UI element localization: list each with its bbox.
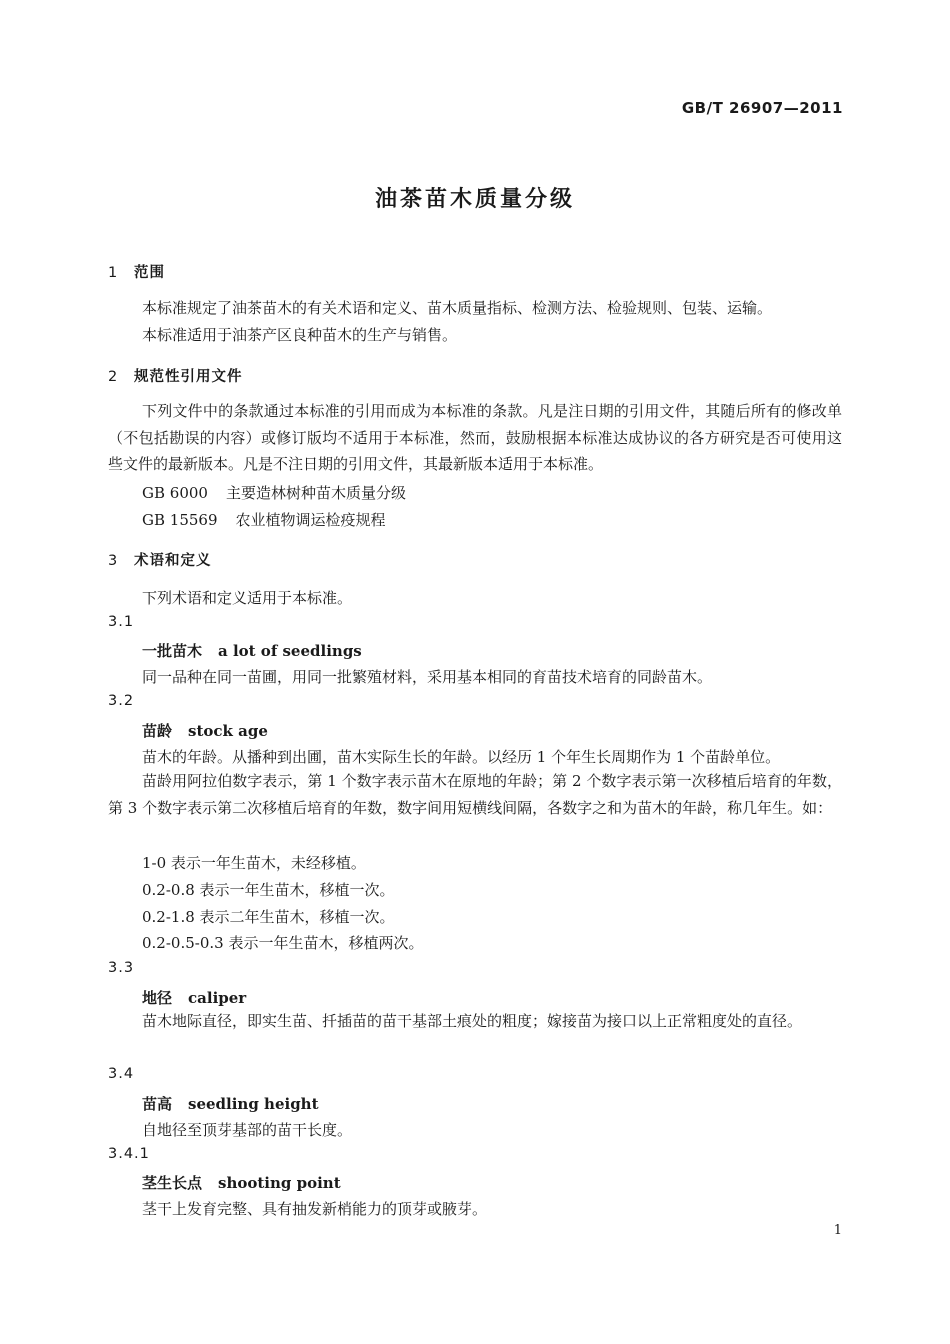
term-zh: 苗高 [142, 1095, 173, 1113]
term-en: a lot of seedlings [218, 642, 362, 660]
example-item: 0.2-1.8 表示二年生苗木，移植一次。 [142, 908, 395, 926]
paragraph: 下列术语和定义适用于本标准。 [142, 589, 353, 607]
document-title: 油茶苗木质量分级 [374, 187, 575, 212]
section-title: 术语和定义 [134, 553, 212, 569]
example-item: 0.2-0.5-0.3 表示一年生苗木，移植两次。 [142, 934, 424, 952]
term-heading [142, 640, 362, 661]
term-zh: 茎生长点 [142, 1174, 203, 1192]
term-heading [142, 1093, 319, 1114]
paragraph: 下列文件中的条款通过本标准的引用而成为本标准的条款。凡是注日期的引用文件，其随后所有的修改单（不包括勘误的内容）或修订版均不适用于本标准，然而，鼓励根据本标准达成协议的各方研究是否可使用这些文件的最新版本。凡是不注日期的引用文件，其最新版本适用于本标准。 [108, 402, 842, 473]
term-heading [142, 987, 246, 1008]
clause-number: 3.1 [108, 614, 135, 630]
paragraph: 本标准适用于油茶产区良种苗木的生产与销售。 [142, 326, 458, 344]
term-zh: 苗龄 [142, 722, 173, 740]
clause-number: 3.2 [108, 693, 135, 709]
clause-number: 3.4.1 [108, 1146, 150, 1162]
term-heading [142, 720, 268, 741]
term-zh: 地径 [142, 989, 173, 1007]
section-title: 规范性引用文件 [134, 369, 243, 385]
term-en: shooting point [218, 1174, 341, 1192]
section-2-heading [108, 365, 243, 386]
section-title: 范围 [134, 265, 165, 281]
standard-code: GB/T 26907—2011 [681, 99, 843, 117]
reference-item [142, 482, 406, 503]
reference-item [142, 509, 386, 530]
section-3-heading [108, 549, 212, 570]
clause-number: 3.3 [108, 960, 135, 976]
reference-title: 农业植物调运检疫规程 [235, 511, 386, 529]
section-number: 3 [108, 553, 119, 569]
paragraph: 茎干上发育完整、具有抽发新梢能力的顶芽或腋芽。 [142, 1200, 488, 1218]
paragraph: 苗龄用阿拉伯数字表示，第 1 个数字表示苗木在原地的年龄；第 2 个数字表示第一次移植后培育的年数，第 3 个数字表示第二次移植后培育的年数，数字间用短横线间隔，各数字之和为苗木的年龄，称几年生。如： [108, 772, 842, 817]
section-1-heading [108, 261, 165, 282]
paragraph: 苗木地际直径，即实生苗、扦插苗的苗干基部土痕处的粗度；嫁接苗为接口以上正常粗度处的直径。 [142, 1012, 803, 1030]
example-item: 1-0 表示一年生苗木，未经移植。 [142, 854, 366, 872]
term-zh: 一批苗木 [142, 642, 203, 660]
page-number: 1 [833, 1223, 842, 1238]
section-number: 2 [108, 369, 119, 385]
reference-title: 主要造林树种苗木质量分级 [225, 484, 406, 502]
term-en: stock age [188, 722, 268, 740]
paragraph: 同一品种在同一苗圃，用同一批繁殖材料，采用基本相同的育苗技术培育的同龄苗木。 [142, 668, 713, 686]
term-en: seedling height [188, 1095, 319, 1113]
example-item: 0.2-0.8 表示一年生苗木，移植一次。 [142, 881, 395, 899]
paragraph: 自地径至顶芽基部的苗干长度。 [142, 1121, 353, 1139]
clause-number: 3.4 [108, 1066, 135, 1082]
paragraph: 本标准规定了油茶苗木的有关术语和定义、苗木质量指标、检测方法、检验规则、包装、运输。 [142, 299, 773, 317]
term-en: caliper [188, 989, 247, 1007]
term-heading [142, 1172, 341, 1193]
section-number: 1 [108, 265, 119, 281]
reference-code: GB 15569 [142, 511, 218, 529]
reference-code: GB 6000 [142, 484, 208, 502]
paragraph: 苗木的年龄。从播种到出圃，苗木实际生长的年龄。以经历 1 个年生长周期作为 1 个苗龄单位。 [142, 748, 781, 766]
